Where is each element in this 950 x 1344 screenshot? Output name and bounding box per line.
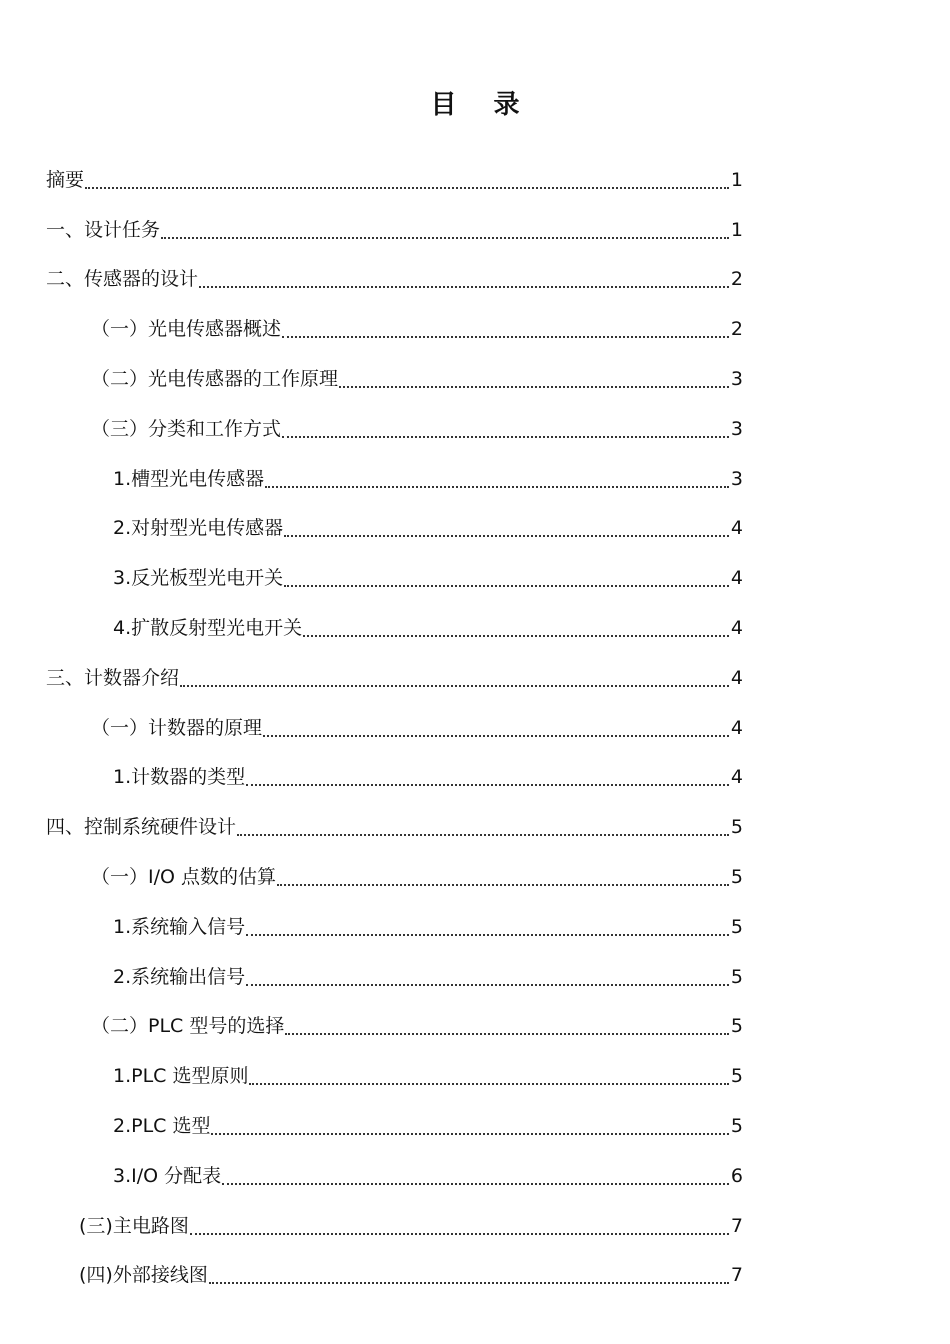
toc-entry-title: 3.反光板型光电开关 [113,567,284,590]
toc-entry-line [91,315,743,343]
dot-leader [190,1233,729,1235]
toc-page-number: 5 [730,1065,743,1088]
toc-entry-title: （一）I/O 点数的估算 [91,866,276,889]
toc-entry[interactable] [0,653,950,703]
toc-page-number: 5 [730,965,743,988]
toc-entry[interactable] [0,553,950,603]
toc-entry-title: 3.I/O 分配表 [113,1164,222,1187]
toc-page-number: 6 [730,1164,743,1187]
dot-leader [285,1033,729,1035]
toc-entry-title: 2.对射型光电传感器 [113,517,284,540]
toc-entry[interactable] [0,404,950,454]
toc-entry[interactable] [0,304,950,354]
toc-entry-line [46,166,743,194]
toc-entry-title: 1.槽型光电传感器 [113,467,265,490]
toc-entry-title: 三、计数器介绍 [46,666,180,689]
toc-entry-title: （一）计数器的原理 [91,716,263,739]
toc-entry[interactable] [0,603,950,653]
toc-entry[interactable] [0,1002,950,1052]
dot-leader [199,286,729,288]
toc-entry-title: （三）分类和工作方式 [91,417,282,440]
toc-entry[interactable] [0,952,950,1002]
toc-entry-title: 摘要 [46,168,85,191]
toc-entry-line [46,664,743,692]
toc-page-number: 7 [730,1214,743,1237]
toc-entry-line [113,1062,743,1090]
dot-leader [284,585,729,587]
toc-entry-line [46,265,743,293]
toc-entry-title: (四)外部接线图 [79,1264,208,1287]
toc-entry-line [91,1012,743,1040]
dot-leader [277,884,729,886]
toc-page-number: 5 [730,1015,743,1038]
toc-entry-line [113,614,743,642]
toc-entry[interactable] [0,1151,950,1201]
dot-leader [249,1083,728,1085]
toc-entry[interactable] [0,1051,950,1101]
toc-page-number: 5 [730,816,743,839]
toc-entry-line [46,216,743,244]
toc-page-number: 5 [730,915,743,938]
toc-entry-line [113,1162,743,1190]
toc-page-number: 4 [730,517,743,540]
toc-page-number: 2 [730,318,743,341]
dot-leader [284,535,729,537]
toc-entry-line [113,913,743,941]
toc-entry-line [46,813,743,841]
toc-page-number: 4 [730,617,743,640]
toc-entry-line [91,415,743,443]
toc-page-number: 4 [730,766,743,789]
toc-page-number: 5 [730,1115,743,1138]
toc-entry[interactable] [0,454,950,504]
toc-entry-title: 一、设计任务 [46,218,161,241]
toc-entry-title: 四、控制系统硬件设计 [46,816,237,839]
toc-entry-title: 1.PLC 选型原则 [113,1065,249,1088]
toc-page-number: 4 [730,716,743,739]
dot-leader [180,685,729,687]
toc-entry[interactable] [0,354,950,404]
toc-page-number: 3 [730,467,743,490]
toc-entry[interactable] [0,703,950,753]
toc-entry-line [113,514,743,542]
toc-page-number: 1 [730,218,743,241]
dot-leader [211,1133,728,1135]
toc-page-number: 3 [730,368,743,391]
dot-leader [303,635,729,637]
toc-entry-line [79,1261,743,1289]
toc-entry-title: 2.系统输出信号 [113,965,246,988]
toc-entry-title: （一）光电传感器概述 [91,318,282,341]
toc-page-number: 1 [730,168,743,191]
dot-leader [339,386,729,388]
toc-title: 目 录 [430,90,534,120]
dot-leader [161,237,729,239]
dot-leader [237,834,729,836]
toc-page-number: 3 [730,417,743,440]
dot-leader [246,784,729,786]
toc-entry-line [91,365,743,393]
toc-entry[interactable] [0,504,950,554]
dot-leader [263,735,729,737]
toc-entry[interactable] [0,852,950,902]
toc-entry[interactable] [0,205,950,255]
dot-leader [209,1282,729,1284]
toc-entry-line [91,863,743,891]
toc-entry-line [113,963,743,991]
toc-entry[interactable] [0,1201,950,1251]
toc-entry[interactable] [0,155,950,205]
dot-leader [246,934,729,936]
toc-entry-title: 2.PLC 选型 [113,1115,211,1138]
toc-page-number: 4 [730,567,743,590]
toc-entry[interactable] [0,1101,950,1151]
toc-entry-line [113,564,743,592]
toc-page-number: 4 [730,666,743,689]
toc-entry-line [113,465,743,493]
table-of-contents [0,155,950,1300]
toc-entry-title: 二、传感器的设计 [46,268,199,291]
toc-page-number: 2 [730,268,743,291]
dot-leader [222,1183,729,1185]
toc-entry-title: （二）PLC 型号的选择 [91,1015,285,1038]
toc-entry-title: 1.计数器的类型 [113,766,246,789]
toc-entry[interactable] [0,902,950,952]
toc-entry-title: 1.系统输入信号 [113,915,246,938]
toc-entry-line [91,714,743,742]
toc-page-number: 7 [730,1264,743,1287]
toc-entry-title: (三)主电路图 [79,1214,189,1237]
toc-entry-line [113,763,743,791]
dot-leader [282,436,729,438]
toc-entry-line [79,1212,743,1240]
toc-entry[interactable] [0,753,950,803]
dot-leader [85,187,729,189]
toc-page-number: 5 [730,866,743,889]
dot-leader [282,336,729,338]
dot-leader [246,984,729,986]
toc-entry[interactable] [0,255,950,305]
toc-entry[interactable] [0,802,950,852]
toc-entry-title: （二）光电传感器的工作原理 [91,368,339,391]
toc-entry-line [113,1112,743,1140]
toc-entry-title: 4.扩散反射型光电开关 [113,617,303,640]
toc-entry[interactable] [0,1251,950,1301]
dot-leader [265,486,729,488]
